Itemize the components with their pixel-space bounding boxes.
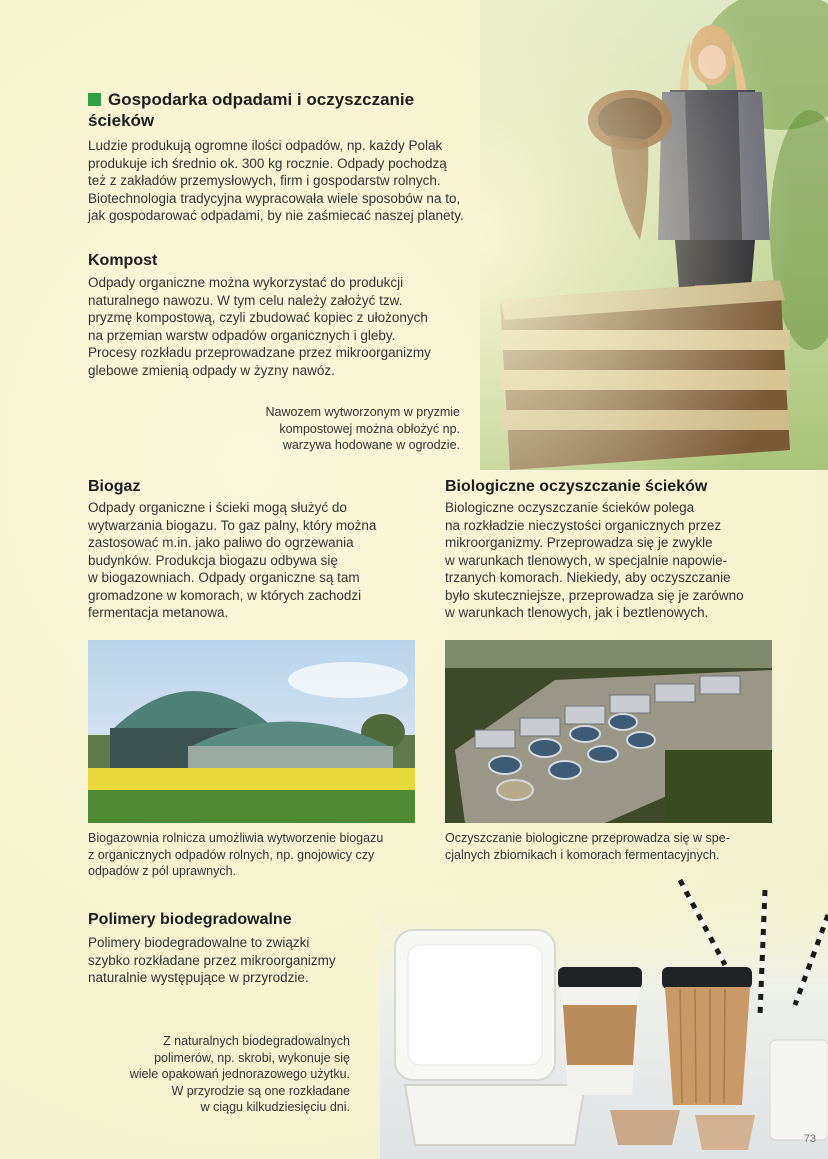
biogaz-caption: Biogazownia rolnicza umożliwia wytworzenie biogazu z organicznych odpadów rolnych, np. gnojowicy czy odpadów z pól uprawnych. xyxy=(88,831,384,878)
kompost-caption: Nawozem wytworzonym w pryzmie kompostowej można obłożyć np. warzywa hodowane w ogrodzie. xyxy=(265,405,460,452)
bio-oczyszczanie-caption: Oczyszczanie biologiczne przeprowadza się w spe- cjalnych zbiornikach i komorach fermentacyjnych. xyxy=(445,831,730,862)
biogaz-paragraph: Odpady organiczne i ścieki mogą służyć do wytwarzania biogazu. To gaz palny, który można zastosować m.in. jako paliwo do ogrzewania budynków. Produkcja biogazu odbywa się w biogazowniach. Odpady organiczne są tam gromadzone w komorach, w których zachodzi fermentacja metanowa. xyxy=(88,500,377,620)
polimery-paragraph: Polimery biodegradowalne to związki szybko rozkładane przez mikroorganizmy naturalnie występujące w przyrodzie. xyxy=(88,935,336,985)
intro-paragraph: Ludzie produkują ogromne ilości odpadów, np. każdy Polak produkuje ich średnio ok. 300 kg rocznie. Odpady pochodzą też z zakładów przemysłowych, firm i gospodarstw rolnych. Biotechnologia tradycyjna wypracowała wiele sposobów na to, jak gospodarować odpadami, by nie zaśmiecać naszej planety. xyxy=(88,138,464,223)
kompost-heading: Kompost xyxy=(88,252,158,269)
polimery-caption: Z naturalnych biodegradowalnych polimerów, np. skrobi, wykonuje się wiele opakowań jednorazowego użytku. W przyrodzie są one rozkładane w ciągu kilkudziesięciu dni. xyxy=(129,1034,350,1114)
bio-oczyszczanie-heading: Biologiczne oczyszczanie ścieków xyxy=(445,478,708,495)
biogaz-heading: Biogaz xyxy=(88,478,141,495)
page-number: 73 xyxy=(803,1133,816,1145)
polimery-heading: Polimery biodegradowalne xyxy=(88,911,292,928)
section-marker-icon xyxy=(88,93,101,106)
biogas-plant-photo xyxy=(88,640,415,823)
compost-photo xyxy=(480,0,828,470)
kompost-paragraph: Odpady organiczne można wykorzystać do produkcji naturalnego nawozu. W tym celu należy założyć tzw. pryzmę kompostową, czyli zbudować kopiec z ułożonych na przemian warstw odpadów organicznych i gleby. Procesy rozkładu przeprowadzane przez mikroorganizmy glebowe zmienią odpady w żyzny nawóz. xyxy=(88,275,431,378)
wastewater-plant-photo xyxy=(445,640,772,823)
packaging-photo xyxy=(380,875,828,1159)
bio-oczyszczanie-paragraph: Biologiczne oczyszczanie ścieków polega na rozkładzie nieczystości organicznych przez mikroorganizmy. Przeprowadza się je zwykle w warunkach tlenowych, w specjalnie napowie- trzanych komorach. Niekiedy, aby oczyszczanie było skuteczniejsze, przeprowadza się je zarówno w warunkach tlenowych, jak i beztlenowych. xyxy=(445,500,744,620)
section-title: Gospodarka odpadami i oczyszczanie ścieków xyxy=(88,90,415,130)
